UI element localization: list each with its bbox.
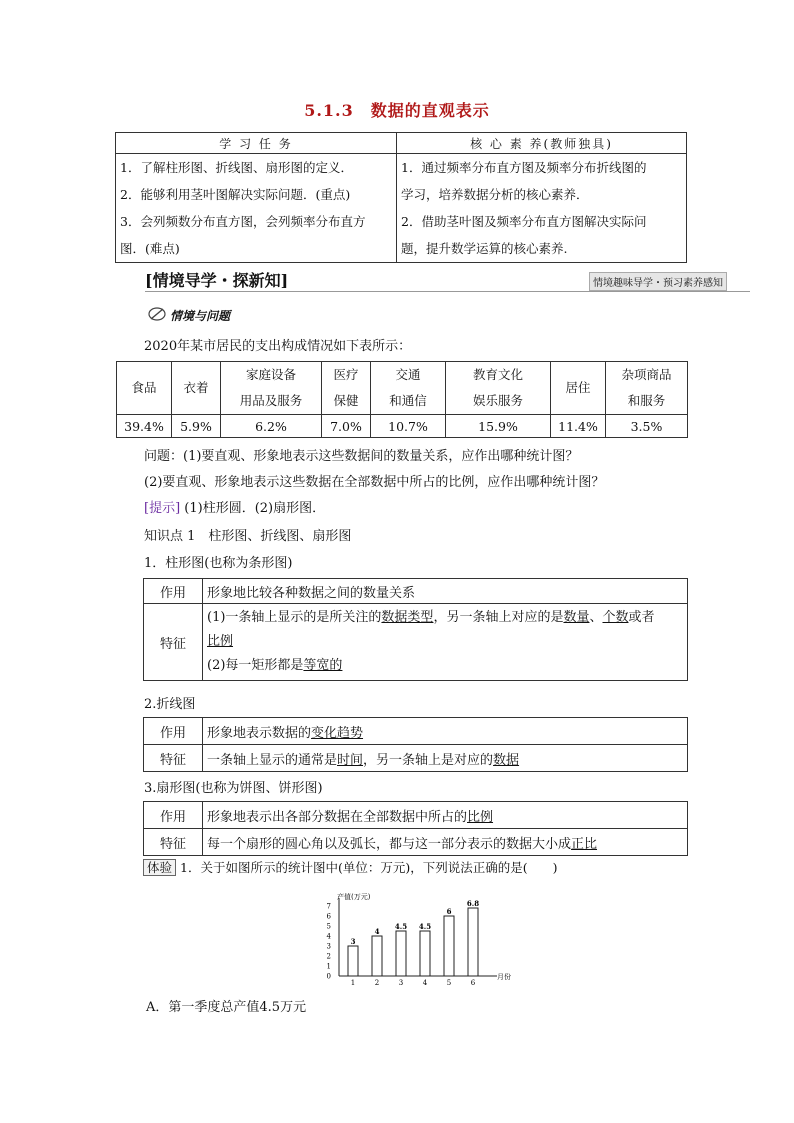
spending-header: 医疗 保健	[322, 362, 371, 415]
line-heading: 2.折线图	[144, 697, 196, 712]
x-tick-label: 3	[398, 979, 404, 987]
bar-table	[143, 578, 688, 681]
goals-literacy-cell: 1．通过频率分布直方图及频率分布折线图的 学习，培养数据分析的核心素养． 2．借助茎叶图及频率分布直方图解决实际问 题，提升数学运算的核心素养.	[397, 154, 687, 263]
spending-value: 11.4%	[551, 415, 606, 438]
line-feature-text: 一条轴上显示的通常是时间，另一条轴上是对应的数据	[203, 745, 688, 772]
goals-header-literacy: 核 心 素 养(教师独具)	[397, 133, 687, 154]
y-tick-label: 7	[326, 902, 331, 911]
bar	[444, 916, 454, 976]
spending-header: 衣着	[172, 362, 221, 415]
y-tick-label: 6	[326, 912, 331, 921]
bar-value-label: 4.5	[418, 922, 432, 931]
line-feature-label: 特征	[144, 745, 203, 772]
spending-value: 15.9%	[446, 415, 551, 438]
spending-value: 7.0%	[322, 415, 371, 438]
pencil-icon	[147, 306, 167, 322]
pie-feature-text: 每一个扇形的圆心角以及弧长，都与这一部分表示的数据大小成正比	[203, 829, 688, 856]
bar	[468, 908, 478, 976]
line-use-label: 作用	[144, 718, 203, 745]
section-title: [情境导学・探新知]	[145, 271, 289, 290]
spending-value: 3.5%	[606, 415, 688, 438]
bar-feature-label: 特征	[144, 604, 203, 681]
pie-table	[143, 801, 688, 856]
option-a: A．第一季度总产值4.5万元	[146, 1000, 307, 1015]
spending-header: 交通 和通信	[371, 362, 446, 415]
exercise-tag: 体验	[143, 859, 176, 876]
spending-value: 39.4%	[117, 415, 172, 438]
bar	[372, 936, 382, 976]
y-tick-label: 1	[326, 962, 331, 971]
goals-tasks-cell: 1．了解柱形图、折线图、扇形图的定义． 2．能够利用茎叶图解决实际问题．(重点) 3．会列频数分布直方图，会列频率分布直方 图．(难点)	[116, 154, 397, 263]
bar-use-text: 形象地比较各种数据之间的数量关系	[203, 579, 688, 604]
spending-header: 教育文化 娱乐服务	[446, 362, 551, 415]
pie-use-text: 形象地表示出各部分数据在全部数据中所占的比例	[203, 802, 688, 829]
pie-heading: 3.扇形图(也称为饼图、饼形图)	[144, 781, 323, 796]
line-use-text: 形象地表示数据的变化趋势	[203, 718, 688, 745]
exercise	[143, 858, 557, 876]
qa-label: 情境与问题	[170, 309, 231, 323]
bar-value-label: 4.5	[394, 922, 408, 931]
x-axis-label: 月份	[497, 973, 511, 981]
spending-header: 居住	[551, 362, 606, 415]
spending-value: 6.2%	[221, 415, 322, 438]
x-tick-label: 6	[470, 979, 476, 987]
bar	[420, 931, 430, 976]
bar-value-label: 6	[446, 907, 452, 916]
exercise-text: 1．关于如图所示的统计图中(单位：万元)，下列说法正确的是( )	[180, 860, 558, 875]
y-tick-label: 4	[326, 932, 331, 941]
bar-use-label: 作用	[144, 579, 203, 604]
page-title: 5.1.3 数据的直观表示	[304, 101, 490, 120]
pie-use-label: 作用	[144, 802, 203, 829]
section-tag: 情境趣味导学・预习素养感知	[589, 272, 727, 291]
question-1: 问题：(1)要直观、形象地表示这些数据间的数量关系，应作出哪种统计图？	[144, 449, 579, 464]
hint	[144, 497, 325, 516]
hint-text: (1)柱形圆．(2)扇形图．	[184, 501, 326, 516]
intro-text: 2020年某市居民的支出构成情况如下表所示：	[144, 339, 412, 354]
knowledge-point: 知识点 1 柱形图、折线图、扇形图	[144, 529, 352, 544]
y-tick-label: 3	[326, 942, 331, 951]
y-axis-label: 产值(万元)	[337, 893, 371, 901]
bar-value-label: 3	[350, 937, 356, 946]
y-tick-label: 5	[326, 922, 331, 931]
spending-header: 杂项商品 和服务	[606, 362, 688, 415]
y-tick-label: 2	[326, 952, 331, 961]
line-table	[143, 717, 688, 772]
bar	[348, 946, 358, 976]
y-tick-label: 0	[326, 972, 331, 981]
goals-table	[115, 132, 687, 263]
bar	[396, 931, 406, 976]
spending-value: 10.7%	[371, 415, 446, 438]
x-tick-label: 5	[446, 979, 452, 987]
bar-feature-text: (1)一条轴上显示的是所关注的数据类型，另一条轴上对应的是数量、个数或者 比例 (2)每一矩形都是等宽的	[203, 604, 688, 681]
x-tick-label: 2	[374, 979, 380, 987]
hint-label: [提示]	[144, 501, 181, 516]
spending-header: 家庭设备 用品及服务	[221, 362, 322, 415]
x-tick-label: 1	[350, 979, 356, 987]
goals-header-tasks: 学 习 任 务	[116, 133, 397, 154]
bar-value-label: 4	[374, 927, 380, 936]
pie-feature-label: 特征	[144, 829, 203, 856]
bar-value-label: 6.8	[466, 899, 480, 908]
spending-table	[116, 361, 688, 438]
spending-header: 食品	[117, 362, 172, 415]
question-2: (2)要直观、形象地表示这些数据在全部数据中所占的比例，应作出哪种统计图？	[144, 475, 605, 490]
bar-chart	[315, 893, 515, 988]
bar-heading: 1．柱形图(也称为条形图)	[144, 556, 293, 571]
spending-value: 5.9%	[172, 415, 221, 438]
x-tick-label: 4	[422, 979, 428, 987]
